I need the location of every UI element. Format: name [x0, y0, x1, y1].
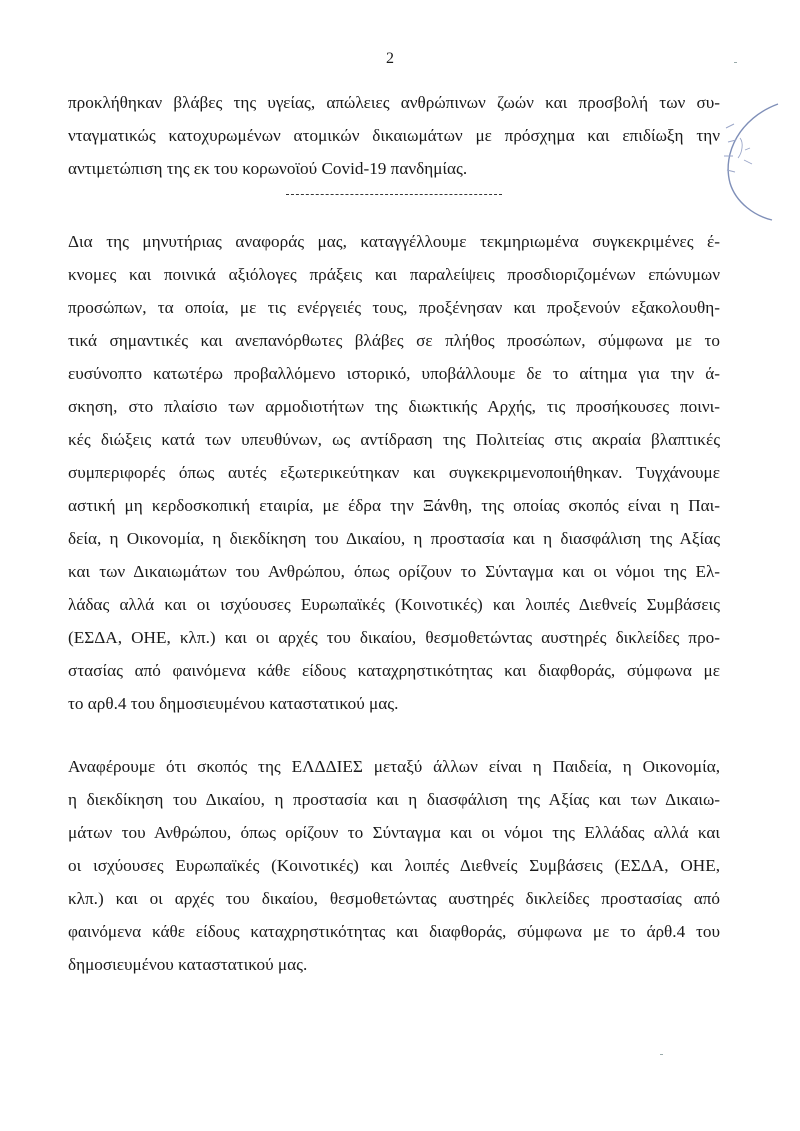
- text-line: η διεκδίκηση του Δικαίου, η προστασία και η διασφάλιση της Αξίας και των Δικαιω-: [68, 790, 720, 809]
- text-line: ευσύνοπτο κατωτέρω προβαλλόμενο ιστορικό, υποβάλλουμε δε το αίτημα για την ά-: [68, 364, 720, 383]
- text-line: και των Δικαιωμάτων του Ανθρώπου, όπως ορίζουν το Σύνταγμα και οι νόμοι της Ελ-: [68, 562, 720, 581]
- complaint-paragraph: [68, 225, 720, 720]
- text-line: κλπ.) και οι αρχές του δικαίου, θεσμοθετώντας αυστηρές δικλείδες προστασίας από: [68, 889, 720, 908]
- text-line: Δια της μηνυτήριας αναφοράς μας, καταγγέλλουμε τεκμηριωμένα συγκεκριμένες έ-: [68, 232, 720, 251]
- text-line: αστική μη κερδοσκοπική εταιρία, με έδρα την Ξάνθη, της οποίας σκοπός είναι η Παι-: [68, 496, 720, 515]
- text-line: οι ισχύουσες Ευρωπαϊκές (Κοινοτικές) και λοιπές Διεθνείς Συμβάσεις (ΕΣΔΑ, ΟΗΕ,: [68, 856, 720, 875]
- text-line: αντιμετώπιση της εκ του κορωνοϊού Covid-19 πανδημίας.: [68, 159, 468, 178]
- text-line: λάδας αλλά και οι ισχύουσες Ευρωπαϊκές (Κοινοτικές) και λοιπές Διεθνείς Συμβάσεις: [68, 595, 720, 614]
- text-line: τικά σημαντικές και ανεπανόρθωτες βλάβες σε πλήθος προσώπων, σύμφωνα με το: [68, 331, 720, 350]
- scan-speck: [660, 1054, 663, 1055]
- intro-paragraph: [68, 86, 720, 185]
- text-line: στασίας από φαινόμενα κάθε είδους καταχρηστικότητας και διαφθοράς, σύμφωνα με: [68, 661, 720, 680]
- text-line: συμπεριφορές όπως αυτές εξωτερικεύτηκαν και συγκεκριμενοποιήθηκαν. Τυγχάνουμε: [68, 463, 720, 482]
- text-line: μάτων του Ανθρώπου, όπως ορίζουν το Σύνταγμα και οι νόμοι της Ελλάδας αλλά και: [68, 823, 720, 842]
- text-line: δημοσιευμένου καταστατικού μας.: [68, 955, 308, 974]
- text-line: σκηση, στο πλαίσιο των αρμοδιοτήτων της διωκτικής Αρχής, τις προσήκουσες ποινι-: [68, 397, 720, 416]
- text-line: κές διώξεις κατά των υπευθύνων, ως αντίδραση της Πολιτείας στις ακραία βλαπτικές: [68, 430, 720, 449]
- purpose-paragraph: [68, 750, 720, 981]
- text-line: το αρθ.4 του δημοσιευμένου καταστατικού μας.: [68, 694, 399, 713]
- page-number: 2: [386, 50, 394, 67]
- text-line: (ΕΣΔΑ, ΟΗΕ, κλπ.) και οι αρχές του δικαίου, θεσμοθετώντας αυστηρές δικλείδες προ-: [68, 628, 720, 647]
- scan-speck: [734, 62, 737, 63]
- text-line: δεία, η Οικονομία, η διεκδίκηση του Δικαίου, η προστασία και η διασφάλιση της Αξίας: [68, 529, 720, 548]
- text-line: φαινόμενα κάθε είδους καταχρηστικότητας και διαφθοράς, σύμφωνα με το άρθ.4 του: [68, 922, 720, 941]
- text-line: προσώπων, τα οποία, με τις ενέργειές τους, προξένησαν και προξενούν εξακολουθη-: [68, 298, 720, 317]
- text-line: κνομες και ποινικά αξιόλογες πράξεις και παραλείψεις προσδιοριζομένων επώνυμων: [68, 265, 720, 284]
- text-line: νταγματικώς κατοχυρωμένων ατομικών δικαιωμάτων με πρόσχημα και επιδίωξη την: [68, 126, 720, 145]
- text-line: Αναφέρουμε ότι σκοπός της ΕΛΔΔΙΕΣ μεταξύ άλλων είναι η Παιδεία, η Οικονομία,: [68, 757, 720, 776]
- text-line: προκλήθηκαν βλάβες της υγείας, απώλειες ανθρώπινων ζωών και προσβολή των συ-: [68, 93, 720, 112]
- stamp-mark: [700, 98, 800, 228]
- section-separator: [286, 180, 502, 195]
